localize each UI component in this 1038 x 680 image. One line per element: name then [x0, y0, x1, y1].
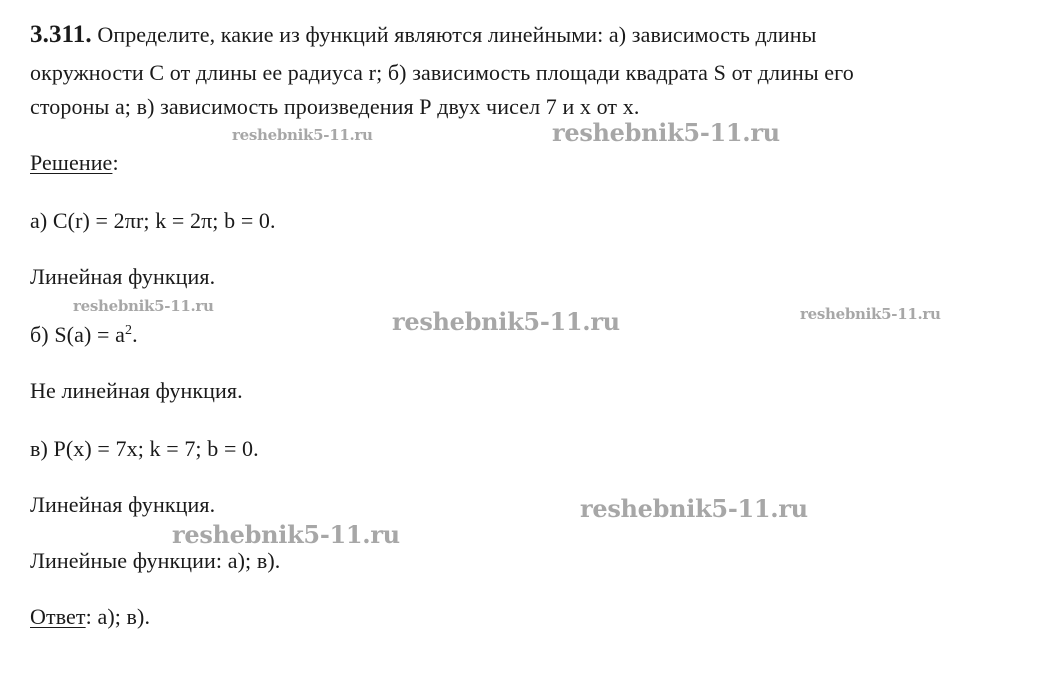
- solution-heading-colon: :: [112, 150, 119, 175]
- answer-label: Ответ: [30, 604, 86, 629]
- watermark-3: reshebnik5-11.ru: [73, 297, 214, 315]
- watermark-1: reshebnik5-11.ru: [232, 126, 373, 144]
- problem-line-3: стороны а; в) зависимость произведения Р двух чисел 7 и х от х.: [30, 94, 640, 119]
- answer-colon: :: [85, 604, 92, 629]
- solution-c-conclusion: Линейная функция.: [30, 492, 216, 517]
- watermark-4: reshebnik5-11.ru: [392, 307, 620, 336]
- watermark-5: reshebnik5-11.ru: [800, 305, 941, 323]
- solution-b-formula-base: б) S(а) = a: [30, 322, 125, 347]
- answer-line: [30, 604, 150, 630]
- solution-heading-line: [30, 150, 119, 176]
- solution-a-conclusion: Линейная функция.: [30, 264, 216, 289]
- solution-b-conclusion: Не линейная функция.: [30, 378, 243, 403]
- solution-c-formula: в) Р(х) = 7х; k = 7; b = 0.: [30, 436, 259, 461]
- watermark-2: reshebnik5-11.ru: [552, 118, 780, 147]
- solution-b-formula: [30, 322, 138, 348]
- watermark-7: reshebnik5-11.ru: [172, 520, 400, 549]
- problem-line-2: окружности С от длины ее радиуса r; б) зависимость площади квадрата S от длины его: [30, 60, 854, 85]
- problem-number: 3.311.: [30, 21, 92, 48]
- watermark-6: reshebnik5-11.ru: [580, 494, 808, 523]
- solution-b-formula-exponent: 2: [124, 323, 133, 338]
- problem-line-1: [30, 22, 817, 48]
- solution-summary: Линейные функции: а); в).: [30, 548, 281, 573]
- problem-text-line-1: Определите, какие из функций являются линейными: а) зависимость длины: [97, 22, 817, 47]
- solution-heading: Решение: [30, 150, 113, 175]
- solution-a-formula: а) C(r) = 2πr; k = 2π; b = 0.: [30, 208, 276, 233]
- answer-value: а); в).: [91, 604, 151, 629]
- solution-b-formula-end: .: [132, 322, 138, 347]
